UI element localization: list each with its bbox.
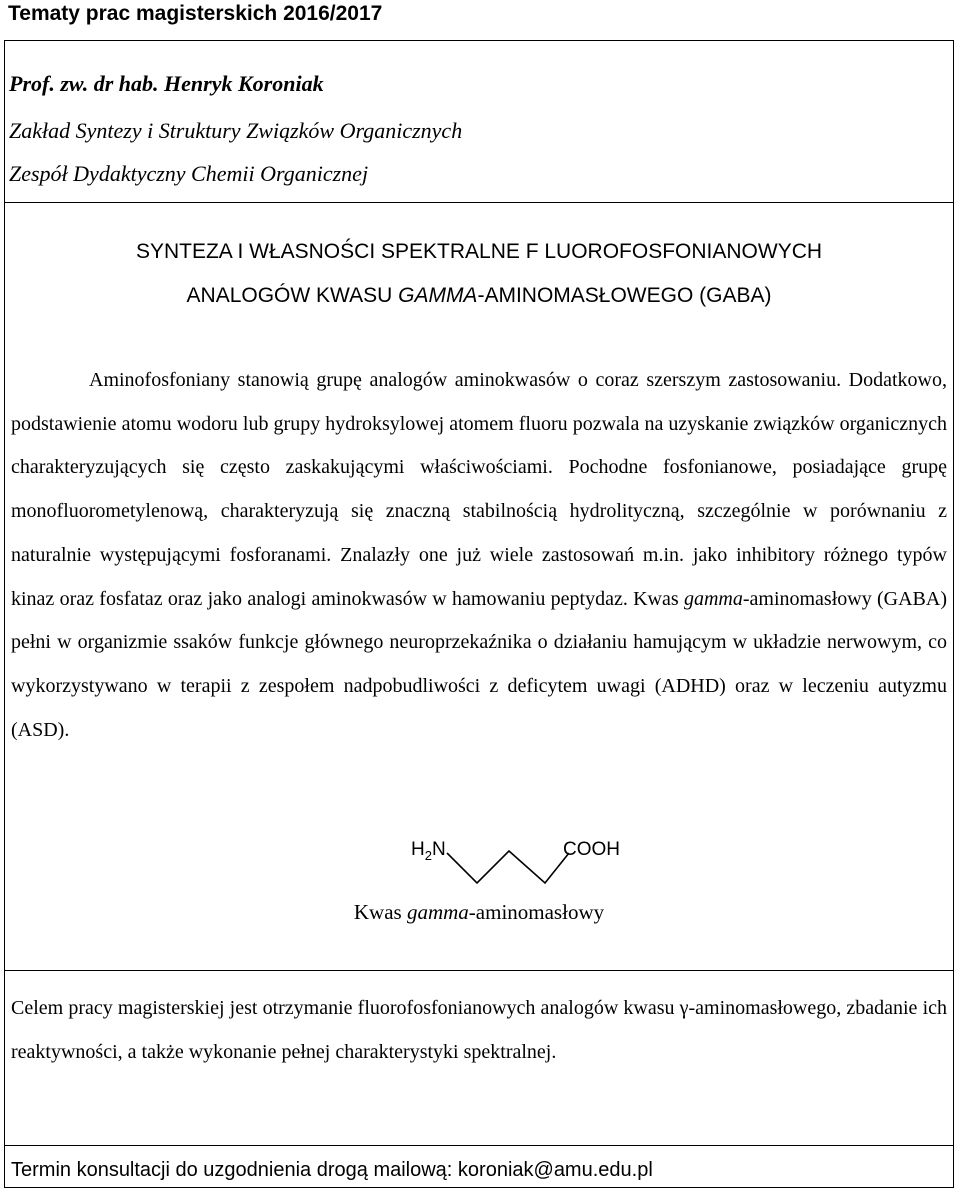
author-name: Prof. zw. dr hab. Henryk Koroniak (9, 71, 324, 96)
page-heading: Tematy prac magisterskich 2016/2017 (8, 2, 383, 25)
gaba-structure (405, 839, 645, 885)
document-frame (4, 40, 954, 1188)
author-block (5, 41, 953, 203)
thesis-title-line-2 (5, 283, 953, 309)
author-department: Zakład Syntezy i Struktury Związków Organicznych (9, 118, 463, 143)
intro-text-2: -aminomasłowy (GABA) pełni w organizmie ssaków funkcje głównego neuroprzekaźnika o działaniu hamującym w układzie nerwowym, co wykorzystywano w terapii z zespołem nadpobudliwości z deficytem uwagi (ADHD) oraz w leczeniu autyzmu (ASD). (11, 587, 947, 741)
intro-text-1: Aminofosfoniany stanowią grupę analogów aminokwasów o coraz szerszym zastosowaniu. Dodatkowo, podstawienie atomu wodoru lub grupy hydroksylowej atomem fluoru pozwala na uzyskanie związków organicznych charakteryzujących się często zaskakującymi właściwościami. Pochodne fosfonianowe, posiadające grupę monofluorometylenową, charakteryzują się znaczną stabilnością hydrolityczną, szczególnie w porównaniu z naturalnie występującymi fosforanami. Znalazły one już wiele zastosowań m.in. jako inhibitory różnego typów kinaz oraz fosfataz oraz jako analogi aminokwasów w hamowaniu peptydaz. Kwas (11, 369, 947, 610)
title-suffix: -AMINOMASŁOWEGO (GABA) (477, 284, 772, 307)
summary-paragraph: Celem pracy magisterskiej jest otrzymanie fluorofosfonianowych analogów kwasu γ-aminomasłowego, zbadanie ich reaktywności, a także wykonanie pełnej charakterystyki spektralnej. (11, 997, 947, 1063)
title-prefix: ANALOGÓW KWASU (186, 284, 399, 307)
amine-group-label: $H_2N$ (411, 839, 446, 863)
summary-block (5, 970, 953, 1146)
structure-caption: Kwas gamma-aminomasłowy (353, 900, 605, 924)
contact-line: Termin konsultacji do uzgodnienia drogą mailową: koroniak@amu.edu.pl (11, 1159, 653, 1181)
author-team: Zespół Dydaktyczny Chemii Organicznej (9, 161, 369, 186)
intro-paragraph (11, 359, 947, 752)
carboxyl-group-label: COOH (563, 839, 620, 860)
thesis-title-line-1: SYNTEZA I WŁASNOŚCI SPEKTRALNE F LUOROFOSFONIANOWYCH (135, 240, 823, 263)
intro-italic: gamma (683, 587, 743, 610)
title-italic: GAMMA (398, 284, 478, 307)
